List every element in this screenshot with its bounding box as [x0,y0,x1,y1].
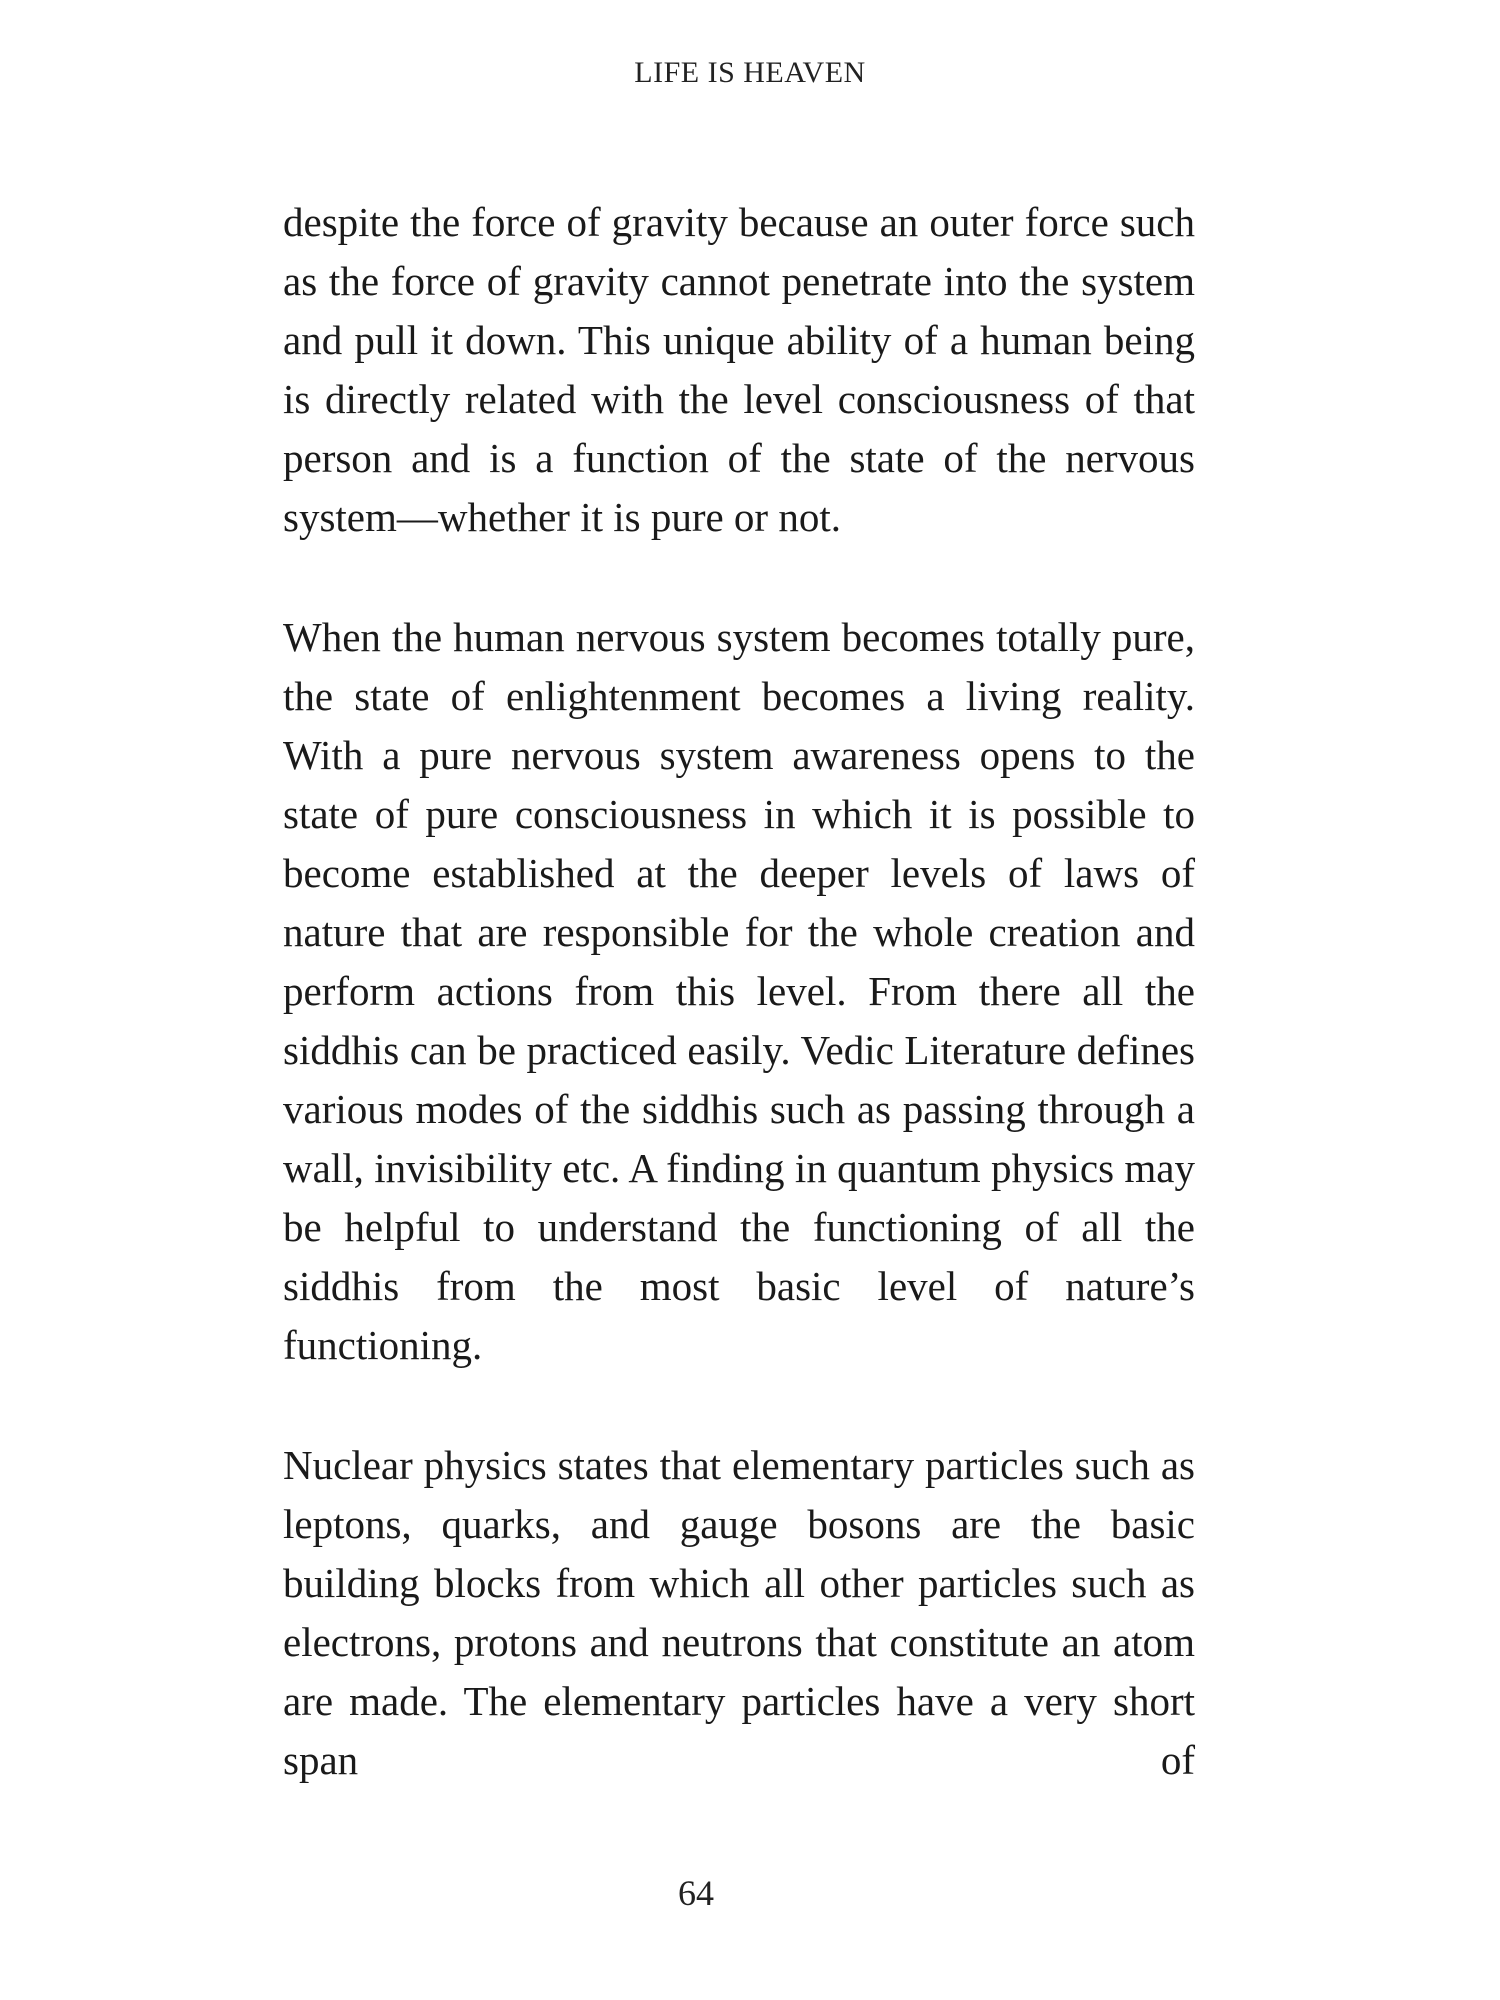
running-head: LIFE IS HEAVEN [634,56,866,89]
paragraph-3: Nuclear physics states that elementary particles such as leptons, quarks, and gauge bosons are the basic building blocks from which all other particles such as electrons, protons and neutrons that constitute an atom are made. The elementary particles have a very short span of [283,1442,1195,1783]
paragraph-1: despite the force of gravity because an outer force such as the force of gravity cannot penetrate into the system and pull it down. This unique ability of a human being is directly related with the level consciousness of that person and is a function of the state of the nervous system—whether it is pure or not. [283,199,1195,540]
page-number: 64 [678,1873,714,1913]
paragraph-2: When the human nervous system becomes totally pure, the state of enlightenment becomes a living reality. With a pure nervous system awareness opens to the state of pure consciousness in which it is possible to become established at the deeper levels of laws of nature that are responsible for the whole creation and perform actions from this level. From there all the siddhis can be practiced easily. Vedic Literature defines various modes of the siddhis such as passing through a wall, invisibility etc. A finding in quantum physics may be helpful to understand the functioning of all the siddhis from the most basic level of nature’s functioning. [283,614,1195,1368]
body-text [283,193,1195,1851]
